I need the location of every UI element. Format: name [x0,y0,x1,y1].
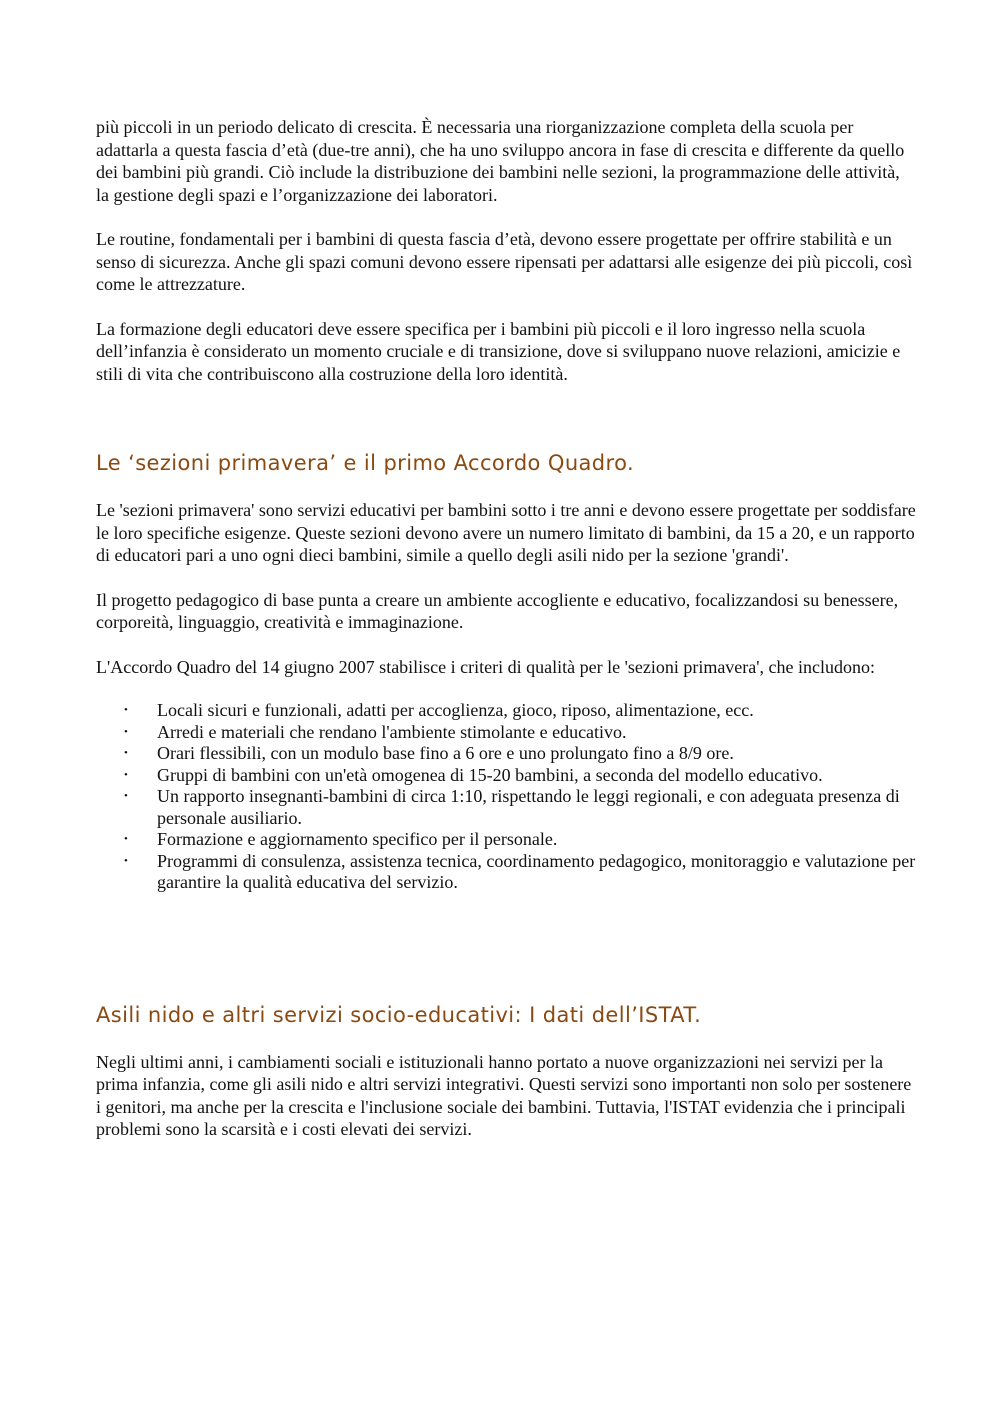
section-heading-asili-nido-istat: Asili nido e altri servizi socio-educativi: I dati dell’ISTAT. [96,1002,702,1027]
bullet-icon: • [124,790,128,802]
bullet-icon: • [124,833,128,845]
list-item [96,786,916,829]
list-item-text: Gruppi di bambini con un'età omogenea di 15-20 bambini, a seconda del modello educativo. [157,764,823,785]
bullet-icon: • [124,854,128,867]
list-item-text: Un rapporto insegnanti-bambini di circa 1:10, rispettando le leggi regionali, e con adeguata presenza di personale ausiliario. [157,786,900,828]
bullet-icon: • [124,704,128,716]
section2-paragraph-1: Negli ultimi anni, i cambiamenti sociali e istituzionali hanno portato a nuove organizzazioni nei servizi per la prima infanzia, come gli asili nido e altri servizi integrativi. Questi servizi sono importanti non solo per sostenere i genitori, ma anche per la crescita e l'inclusione sociale dei bambini. Tuttavia, l'ISTAT evidenzia che i principali problemi sono la scarsità e i costi elevati dei servizi. [96,1051,912,1139]
list-item-text: Orari flessibili, con un modulo base fino a 6 ore e uno prolungato fino a 8/9 ore. [157,743,734,763]
list-item [96,700,916,722]
list-item [96,765,916,787]
section1-paragraph-3: L'Accordo Quadro del 14 giugno 2007 stabilisce i criteri di qualità per le 'sezioni primavera', che includono: [96,656,875,677]
bullet-icon: • [124,725,128,738]
section1-paragraph-1: Le 'sezioni primavera' sono servizi educativi per bambini sotto i tre anni e devono essere progettate per soddisfare le loro specifiche esigenze. Queste sezioni devono avere un numero limitato di bambini, da 15 a 20, e un rapporto di educatori pari a uno ogni dieci bambini, simile a quello degli asili nido per la sezione 'grandi'. [96,500,916,565]
document-page [96,116,916,1141]
list-item [96,743,916,765]
bullet-icon: • [124,747,128,759]
intro-paragraph-3: La formazione degli educatori deve essere specifica per i bambini più piccoli e il loro ingresso nella scuola dell’infanzia è considerato un momento cruciale e di transizione, dove si sviluppano nuove relazioni, amicizie e stili di vita che contribuiscono alla costruzione della loro identità. [96,318,901,384]
intro-paragraph-2: Le routine, fondamentali per i bambini di questa fascia d’età, devono essere progettate per offrire stabilità e un senso di sicurezza. Anche gli spazi comuni devono essere ripensati per adattarsi alle esigenze dei più piccoli, così come le attrezzature. [96,229,913,294]
list-item-text: Programmi di consulenza, assistenza tecnica, coordinamento pedagogico, monitoraggio e valutazione per garantire la qualità educativa del servizio. [157,850,916,892]
list-item-text: Locali sicuri e funzionali, adatti per accoglienza, gioco, riposo, alimentazione, ecc. [157,700,754,720]
list-item-text: Arredi e materiali che rendano l'ambiente stimolante e educativo. [157,721,627,742]
intro-paragraph-1: più piccoli in un periodo delicato di crescita. È necessaria una riorganizzazione completa della scuola per adattarla a questa fascia d’età (due-tre anni), che ha uno sviluppo ancora in fase di crescita e differente da quello dei bambini più grandi. Ciò include la distribuzione dei bambini nelle sezioni, la programmazione delle attività, la gestione degli spazi e l’organizzazione dei laboratori. [96,117,905,205]
list-item [96,722,916,744]
criteria-list [96,700,916,894]
list-item [96,829,916,851]
bullet-icon: • [124,768,128,781]
list-item [96,851,916,894]
list-item-text: Formazione e aggiornamento specifico per il personale. [157,829,558,849]
section1-paragraph-2: Il progetto pedagogico di base punta a creare un ambiente accogliente e educativo, focalizzandosi su benessere, corporeità, linguaggio, creatività e immaginazione. [96,589,899,632]
section-heading-sezioni-primavera: Le ‘sezioni primavera’ e il primo Accordo Quadro. [96,451,635,475]
